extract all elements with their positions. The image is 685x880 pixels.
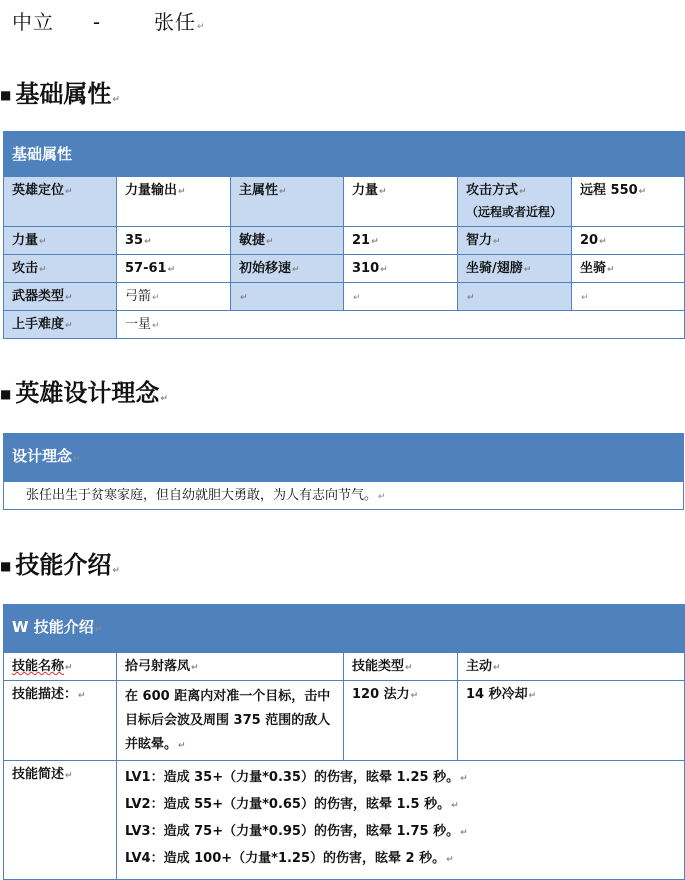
skill-level-line: LV2：造成 55+（力量*0.65）的伤害，眩晕 1.5 秒。↵	[125, 797, 459, 812]
table-cell: 英雄定位↵	[4, 177, 117, 227]
table-cell: 120 法力↵	[344, 681, 458, 761]
table-row	[4, 227, 685, 255]
table-cell: 弓箭↵	[117, 283, 231, 311]
table-cell: 35↵	[117, 227, 231, 255]
table-cell: ↵	[572, 283, 685, 311]
bullet-icon: ■	[0, 88, 12, 102]
section-heading-text: 英雄设计理念	[15, 379, 160, 407]
table-cell: 敏捷↵	[231, 227, 344, 255]
table-cell: ↵	[458, 283, 572, 311]
table-cell: 初始移速↵	[231, 255, 344, 283]
table-cell: 坐骑↵	[572, 255, 685, 283]
table-cell: 坐骑/翅膀↵	[458, 255, 572, 283]
table-cell: 远程 550↵	[572, 177, 685, 227]
table-row	[4, 283, 685, 311]
bullet-icon: ■	[0, 559, 12, 573]
section-heading-basic	[0, 74, 120, 109]
table-cell: 在 600 距离内对准一个目标，击中目标后会波及周围 375 范围的敌人并眩晕。↵	[117, 681, 344, 761]
table-cell: 技能简述↵	[4, 761, 117, 880]
design-table	[3, 433, 684, 510]
table-cell: 一星↵	[117, 311, 685, 339]
table-cell: ↵	[231, 283, 344, 311]
table-cell: 57-61↵	[117, 255, 231, 283]
section-heading-skills	[0, 545, 120, 580]
section-heading-design	[0, 373, 168, 408]
faction-text: 中立	[12, 10, 54, 34]
section-heading-text: 技能介绍	[15, 551, 112, 579]
skill-level-line: LV3：造成 75+（力量*0.95）的伤害，眩晕 1.75 秒。↵	[125, 824, 468, 839]
table-cell: 主属性↵	[231, 177, 344, 227]
table-row	[4, 653, 685, 681]
table-cell: 攻击方式↵ （远程或者近程）	[458, 177, 572, 227]
paragraph-mark-icon: ↵	[160, 394, 168, 404]
paragraph-mark-icon: ↵	[112, 95, 120, 105]
section-heading-text: 基础属性	[15, 80, 112, 108]
table-cell: 310↵	[344, 255, 458, 283]
hero-name: 张任	[154, 10, 196, 34]
table-cell: 14 秒冷却↵	[458, 681, 685, 761]
table-cell: ↵	[344, 283, 458, 311]
table-cell: 智力↵	[458, 227, 572, 255]
table-row	[4, 255, 685, 283]
skill-level-line: LV4：造成 100+（力量*1.25）的伤害，眩晕 2 秒。↵	[125, 851, 454, 866]
table-cell: 力量↵	[4, 227, 117, 255]
table-cell: 技能描述：↵	[4, 681, 117, 761]
table-cell: 技能名称↵	[4, 653, 117, 681]
table-cell: 力量↵	[344, 177, 458, 227]
table-cell: 21↵	[344, 227, 458, 255]
table-cell	[117, 761, 685, 880]
title-separator: -	[92, 10, 102, 34]
skill-table	[3, 604, 685, 880]
table-row	[4, 311, 685, 339]
table-cell: 力量输出↵	[117, 177, 231, 227]
table-header: W 技能介绍↵	[4, 605, 685, 653]
basic-attributes-table	[3, 131, 685, 339]
table-cell: 上手难度↵	[4, 311, 117, 339]
skill-level-line: LV1：造成 35+（力量*0.35）的伤害，眩晕 1.25 秒。↵	[125, 770, 468, 785]
attack-note: （远程或者近程）	[466, 205, 563, 219]
paragraph-mark-icon: ↵	[112, 566, 120, 576]
table-cell: 攻击↵	[4, 255, 117, 283]
table-cell: 主动↵	[458, 653, 685, 681]
paragraph-mark-icon: ↵	[197, 22, 206, 32]
table-header: 设计理念↵	[4, 434, 684, 482]
table-cell: 拾弓射落凤↵	[117, 653, 344, 681]
table-cell: 技能类型↵	[344, 653, 458, 681]
bullet-icon: ■	[0, 387, 12, 401]
table-cell: 武器类型↵	[4, 283, 117, 311]
document-title	[12, 6, 206, 35]
table-cell: 20↵	[572, 227, 685, 255]
table-row	[4, 761, 685, 880]
table-header: 基础属性	[4, 132, 685, 177]
design-text: 张任出生于贫寒家庭，但自幼就胆大勇敢，为人有志向节气。↵	[4, 482, 684, 510]
table-row	[4, 681, 685, 761]
table-row	[4, 177, 685, 227]
